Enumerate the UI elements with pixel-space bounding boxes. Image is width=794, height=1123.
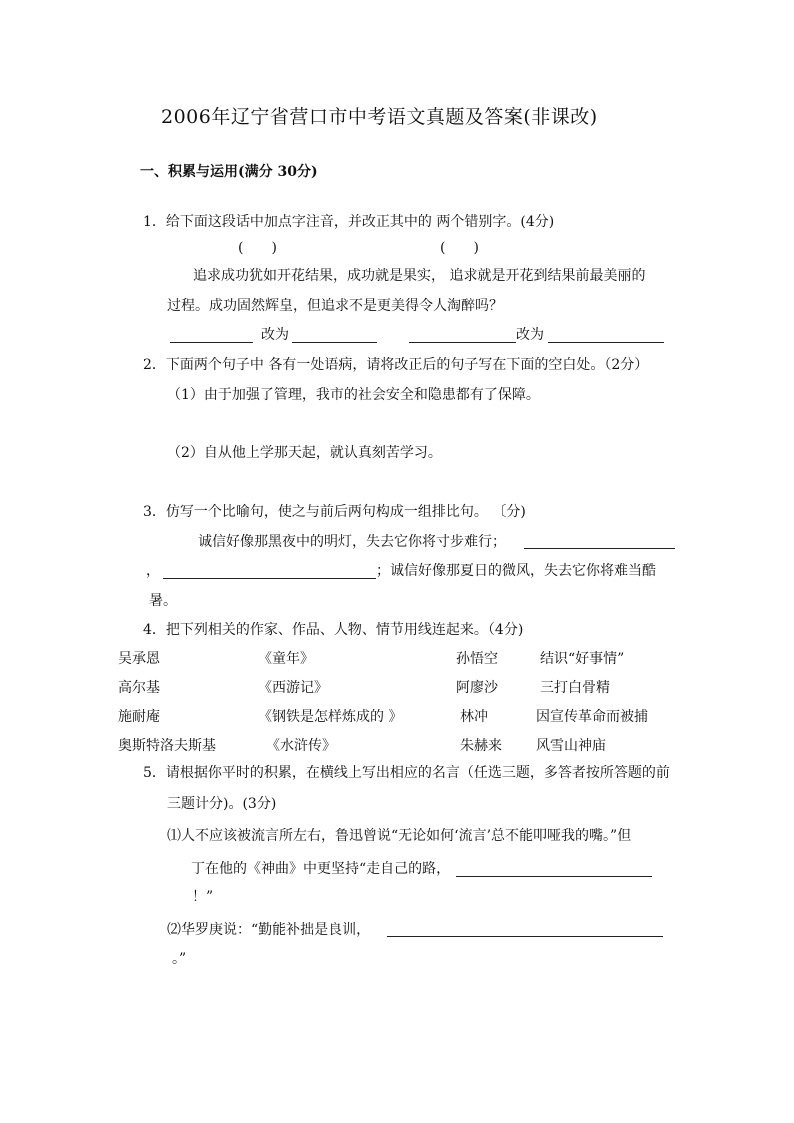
character-item[interactable]: 孙悟空: [456, 651, 498, 667]
question-2-sentence-1: （1）由于加强了管理，我市的社会安全和隐患都有了保障。: [167, 387, 540, 403]
section-heading: 一、积累与运用(满分 30分): [140, 164, 318, 180]
answer-blank-5b[interactable]: [387, 936, 663, 937]
plot-item[interactable]: 因宣传革命而被捕: [536, 709, 648, 725]
page-title: 2006年辽宁省营口市中考语文真题及答案(非课改): [161, 106, 598, 128]
change-label-2: 改为: [516, 327, 544, 343]
work-item[interactable]: 《钢铁是怎样炼成的 》: [258, 709, 403, 725]
answer-blank-1a[interactable]: [170, 342, 253, 343]
author-item[interactable]: 高尔基: [118, 680, 160, 696]
character-item[interactable]: 林冲: [460, 709, 488, 725]
pinyin-bracket-2: ( ): [440, 240, 479, 256]
question-3-comma: ，: [146, 563, 160, 579]
question-5-item-1-end: ！”: [192, 889, 214, 905]
answer-blank-3a[interactable]: [524, 548, 675, 549]
question-3-line-3: 暑。: [149, 593, 177, 609]
question-5-stem-line-2: 三题计分)。(3分): [167, 796, 277, 812]
question-5-item-1-line-2: 丁在他的《神曲》中更坚持“走自己的路，: [191, 861, 451, 877]
character-item[interactable]: 朱赫来: [460, 738, 502, 754]
question-4-stem: 4．把下列相关的作家、作品、人物、情节用线连起来。（4分): [143, 622, 524, 638]
question-5-item-2-end: 。”: [172, 951, 187, 967]
change-label-1: 改为: [261, 327, 289, 343]
answer-blank-2b[interactable]: [548, 342, 664, 343]
author-item[interactable]: 施耐庵: [118, 709, 160, 725]
pinyin-bracket-1: ( ): [238, 240, 277, 256]
question-5-item-2-line-1: ⑵华罗庚说：“勤能补拙是良训，: [167, 922, 371, 938]
work-item[interactable]: 《水浒传》: [266, 738, 336, 754]
character-item[interactable]: 阿廖沙: [456, 680, 498, 696]
question-1-passage-line-2: 过程。成功固然辉皇，但追求不是更美得令人淘醉吗？: [167, 298, 503, 314]
question-1-stem: 1．给下面这段话中加点字注音，并改正其中的 两个错别字。(4分): [143, 214, 555, 230]
question-3-stem: 3．仿写一个比喻句，使之与前后两句构成一组排比句。 〔分): [143, 504, 526, 520]
author-item[interactable]: 奥斯特洛夫斯基: [118, 738, 216, 754]
question-3-line-1: 诚信好像那黑夜中的明灯，失去它你将寸步难行；: [198, 534, 506, 550]
author-item[interactable]: 吴承恩: [118, 651, 160, 667]
answer-blank-3b[interactable]: [163, 578, 376, 579]
work-item[interactable]: 《西游记》: [258, 680, 328, 696]
question-2-sentence-2: （2）自从他上学那天起，就认真刻苦学习。: [167, 445, 442, 461]
plot-item[interactable]: 三打白骨精: [540, 680, 610, 696]
answer-blank-5a[interactable]: [456, 876, 652, 877]
answer-blank-2a[interactable]: [409, 342, 516, 343]
plot-item[interactable]: 结识“好事情”: [540, 651, 625, 667]
question-5-item-1-line-1: ⑴人不应该被流言所左右，鲁迅曾说“无论如何‘流言’总不能叩哑我的嘴。”但: [167, 828, 632, 844]
question-3-line-2-tail: ；诚信好像那夏日的微风，失去它你将难当酷: [376, 563, 656, 579]
plot-item[interactable]: 风雪山神庙: [536, 738, 606, 754]
question-2-stem: 2．下面两个句子中 各有一处语病，请将改正后的句子写在下面的空白处。（2分）: [143, 357, 649, 373]
question-1-passage-line-1: 追求成功犹如开花结果，成功就是果实， 追求就是开花到结果前最美丽的: [193, 268, 646, 284]
question-5-stem-line-1: 5．请根据你平时的积累，在横线上写出相应的名言（任选三题，多答者按所答题的前: [143, 765, 670, 781]
work-item[interactable]: 《童年》: [258, 651, 314, 667]
answer-blank-1b[interactable]: [292, 342, 377, 343]
